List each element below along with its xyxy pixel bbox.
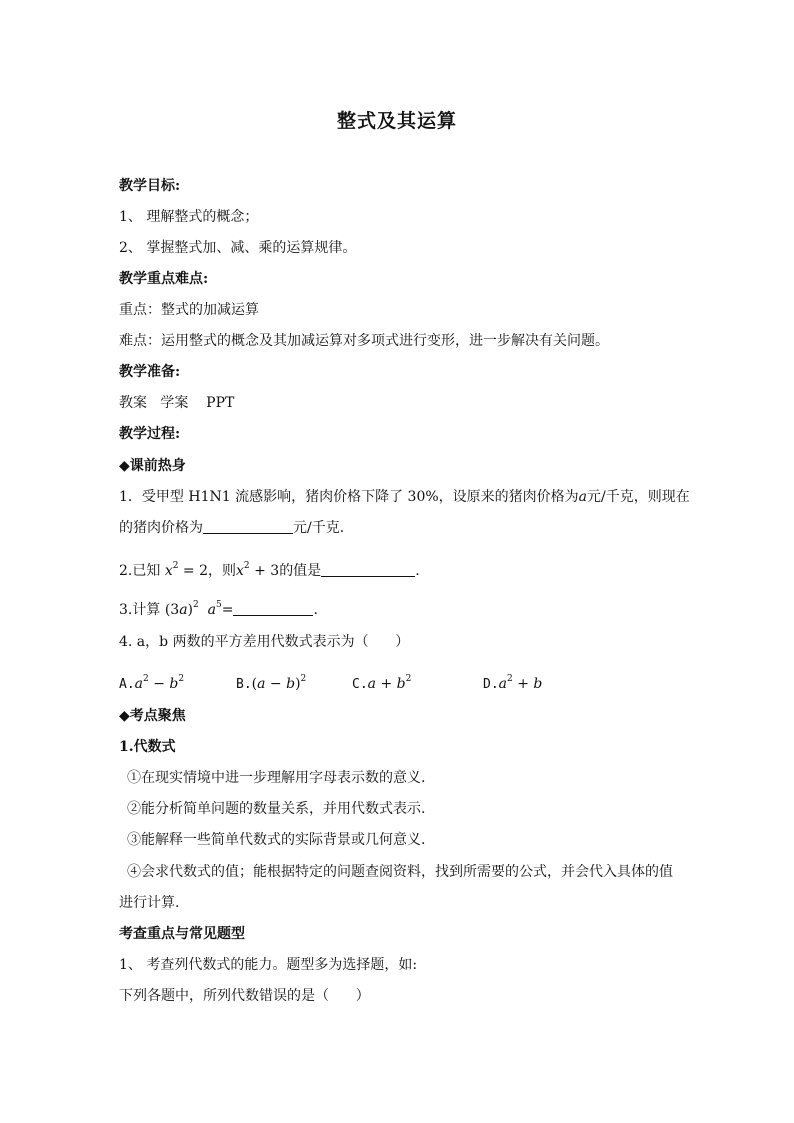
warmup-heading: ◆课前热身 bbox=[119, 458, 186, 474]
q3-end: . bbox=[313, 602, 318, 618]
focus-item-4-continued: 进行计算. bbox=[119, 895, 180, 911]
question-3 bbox=[119, 595, 699, 620]
answer-blank[interactable] bbox=[203, 519, 293, 534]
q2-text-a: 2.已知 bbox=[119, 563, 161, 579]
objectives-heading: 教学目标: bbox=[119, 178, 181, 194]
exam-heading: 考查重点与常见题型 bbox=[119, 926, 245, 942]
option-d[interactable]: $D.a^2 + b$ bbox=[483, 674, 543, 692]
process-heading: 教学过程: bbox=[119, 426, 181, 442]
option-a[interactable]: $A.a^2 - b^2$ bbox=[119, 674, 185, 692]
question-4: 4. a，b 两数的平方差用代数式表示为（ ） bbox=[119, 634, 410, 650]
focus-heading: ◆考点聚焦 bbox=[119, 708, 186, 724]
exam-line-1: 1、 考查列代数式的能力。题型多为选择题，如: bbox=[119, 957, 418, 973]
q2-text-c: 的值是 bbox=[279, 563, 322, 579]
preparation-heading: 教学准备: bbox=[119, 364, 181, 380]
answer-blank[interactable] bbox=[321, 562, 415, 577]
focus-item-2: ②能分析简单问题的数量关系，并用代数式表示. bbox=[127, 801, 426, 817]
q2-formula-2: $x^2 + 3$ bbox=[236, 561, 280, 579]
objective-item-1: 1、 理解整式的概念； bbox=[119, 209, 259, 225]
objective-item-2: 2、 掌握整式加、减、乘的运算规律。 bbox=[119, 240, 357, 256]
key-point: 重点：整式的加减运算 bbox=[119, 302, 259, 318]
option-c[interactable]: $C.a + b^2$ bbox=[352, 674, 412, 692]
q1-variable: a bbox=[578, 489, 588, 505]
focus-item-4: ④会求代数式的值；能根据特定的问题查阅资料，找到所需要的公式，并会代入具体的值 bbox=[127, 864, 673, 880]
q3-formula: $(3a)^2$ $a^5$ bbox=[164, 600, 222, 618]
q2-formula-1: $x^2 = 2$ bbox=[164, 561, 208, 579]
q1-text-a: 1．受甲型 H1N1 流感影响，猪肉价格下降了 30%，设原来的猪肉价格为 bbox=[119, 489, 579, 505]
q1-text-d: 元/千克． bbox=[293, 520, 354, 536]
exam-line-2: 下列各题中，所列代数错误的是（ ） bbox=[119, 988, 370, 1004]
question-1-line-2 bbox=[119, 518, 699, 538]
preparation-text: 教案 学案 PPT bbox=[119, 395, 235, 411]
page-title: 整式及其运算 bbox=[336, 110, 457, 132]
answer-blank[interactable] bbox=[233, 601, 313, 616]
option-b[interactable]: $B.(a - b)^2$ bbox=[236, 674, 307, 692]
focus-item-1: ①在现实情境中进一步理解用字母表示数的意义. bbox=[127, 770, 426, 786]
question-2 bbox=[119, 556, 699, 581]
question-1-line-1 bbox=[119, 487, 699, 507]
key-points-heading: 教学重点难点: bbox=[119, 271, 209, 287]
focus-subheading: 1.代数式 bbox=[119, 739, 176, 755]
focus-item-3: ③能解释一些简单代数式的实际背景或几何意义. bbox=[127, 832, 426, 848]
difficult-point: 难点：运用整式的概念及其加减运算对多项式进行变形，进一步解决有关问题。 bbox=[119, 333, 609, 349]
q1-text-b: 元/千克，则现在 bbox=[587, 489, 690, 505]
q2-text-b: ，则 bbox=[208, 563, 236, 579]
q2-end: . bbox=[415, 563, 420, 579]
q3-text-a: 3.计算 bbox=[119, 602, 161, 618]
q3-equals: = bbox=[221, 602, 234, 618]
q1-text-c: 的猪肉价格为 bbox=[119, 520, 203, 536]
